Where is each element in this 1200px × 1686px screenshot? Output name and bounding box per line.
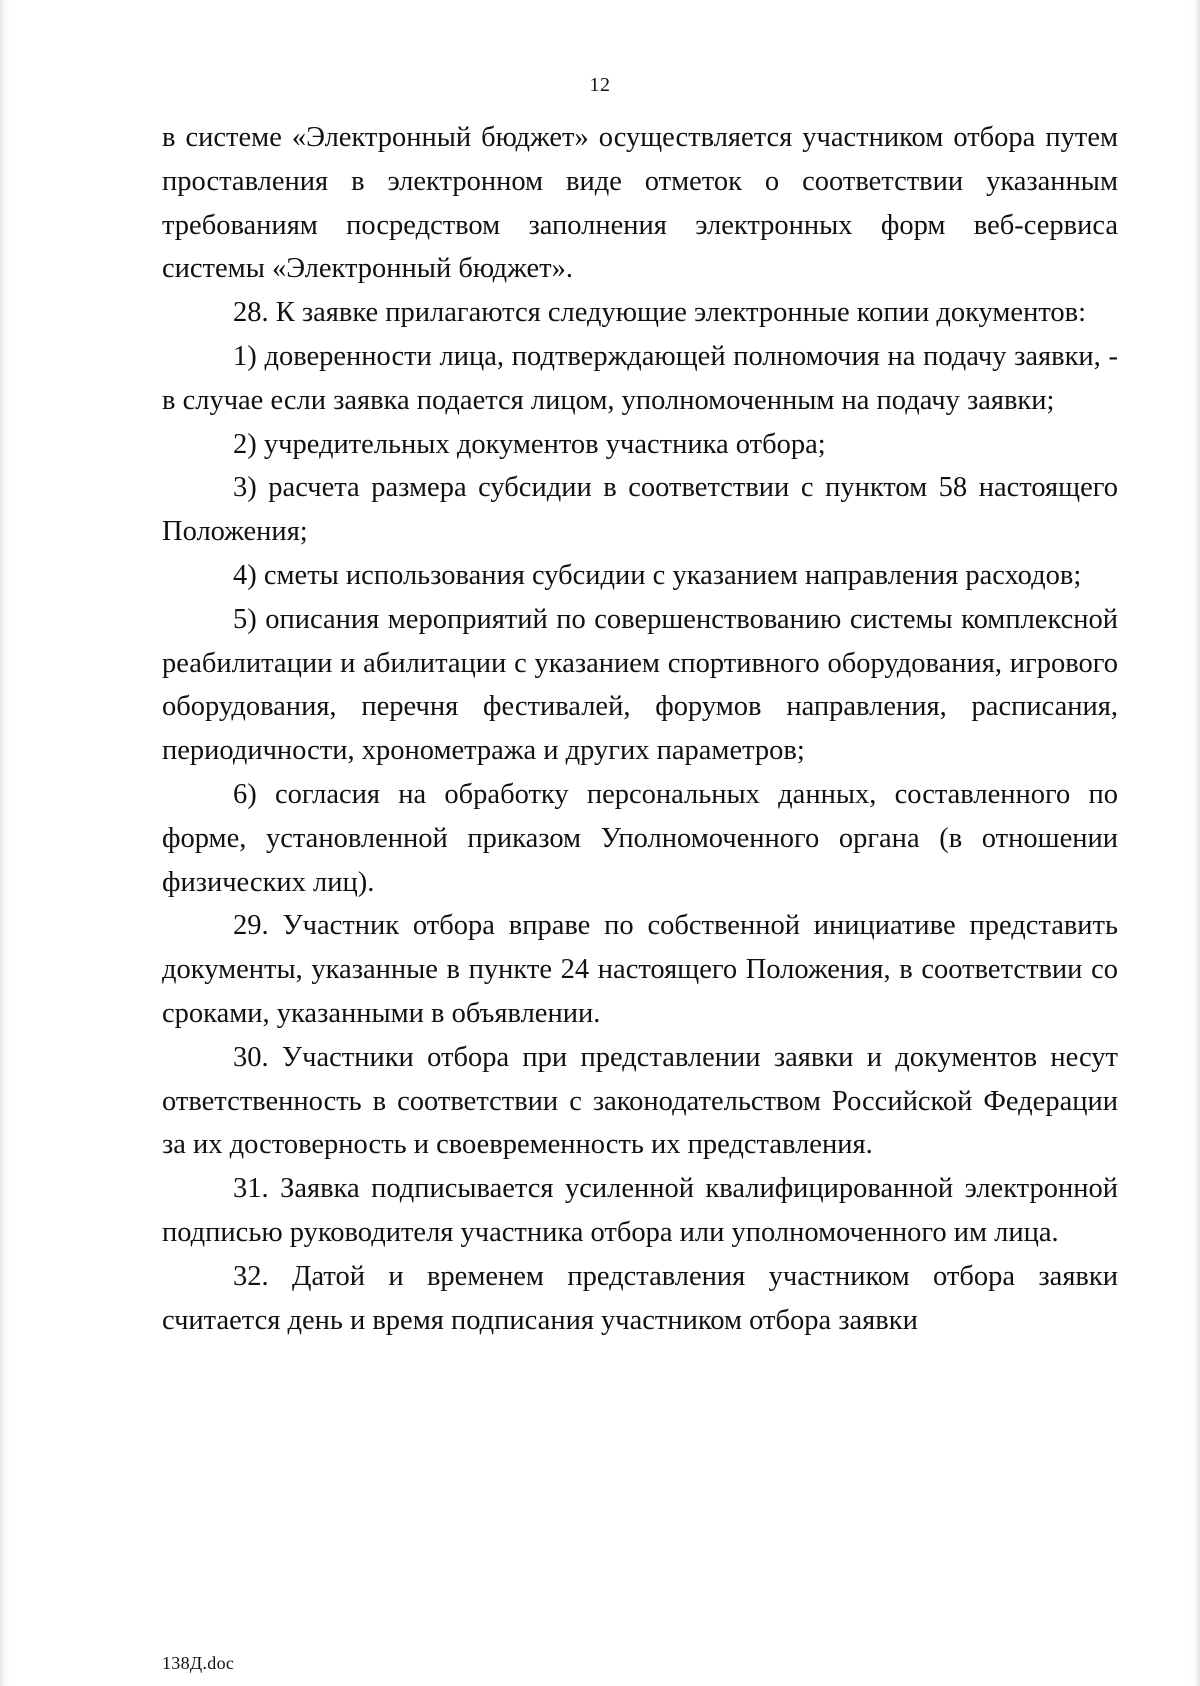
paragraph-item-28: 28. К заявке прилагаются следующие электронные копии документов: [233,297,1087,329]
paragraph-subitem-3: 3) расчета размера субсидии в соответствии с пунктом 58 настоящего Положения; [162,472,1118,548]
paragraph-item-29: 29. Участник отбора вправе по собственной инициативе представить документы, указанные в пункте 24 настоящего Положения, в соответствии со сроками, указанными в объявлении. [162,910,1118,1029]
paragraph-item-32: 32. Датой и временем представления участником отбора заявки считается день и время подписания участником отбора заявки [162,1260,1118,1336]
document-body [162,116,1118,1342]
paragraph-continuation: в системе «Электронный бюджет» осуществляется участником отбора путем проставления в электронном виде отметок о соответствии указанным требованиям посредством заполнения электронных форм веб-сервиса системы «Электронный бюджет». [162,122,1118,285]
paragraph-subitem-5: 5) описания мероприятий по совершенствованию системы комплексной реабилитации и абилитации с указанием спортивного оборудования, игрового оборудования, перечня фестивалей, форумов направления, расписания, периодичности, хронометража и других параметров; [162,603,1118,767]
paragraph-subitem-1: 1) доверенности лица, подтверждающей полномочия на подачу заявки, - в случае если заявка подается лицом, уполномоченным на подачу заявки; [162,340,1118,416]
paragraph-subitem-2: 2) учредительных документов участника отбора; [233,428,826,460]
scan-edge-right [1190,0,1200,1686]
paragraph-item-30: 30. Участники отбора при представлении заявки и документов несут ответственность в соответствии с законодательством Российской Федерации за их достоверность и своевременность их представления. [162,1041,1118,1161]
paragraph-subitem-4: 4) сметы использования субсидии с указанием направления расходов; [233,559,1082,591]
footer-filename: 138Д.doc [162,1653,235,1673]
scan-edge-left [0,0,10,1686]
paragraph-subitem-6: 6) согласия на обработку персональных данных, составленного по форме, установленной приказом Уполномоченного органа (в отношении физических лиц). [162,778,1118,898]
paragraph-item-31: 31. Заявка подписывается усиленной квалифицированной электронной подписью руководителя участника отбора или уполномоченного им лица. [162,1173,1118,1248]
page-number: 12 [589,74,611,96]
